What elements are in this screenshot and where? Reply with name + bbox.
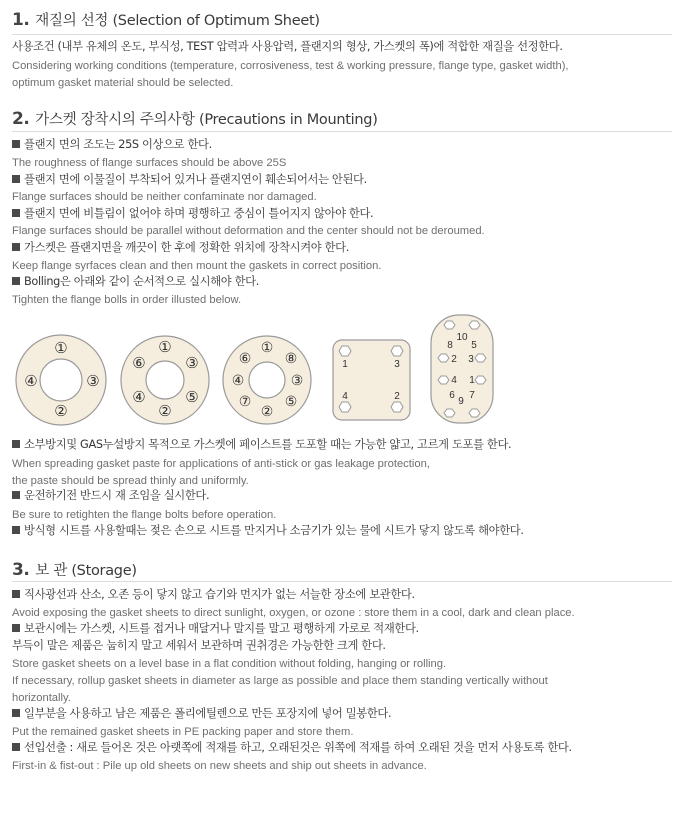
bolt-diagram-square [333,340,410,420]
section-3-number: 3. [12,560,30,580]
bolt-diagram-4-ring [16,335,106,425]
s3-item-1-en: Avoid exposing the gasket sheets to direct sunlight, oxygen, or ozone : store them in a cool, dark and clean place. [12,607,575,619]
d5-bolt-label: 6 [449,390,455,401]
section-2-title: 가스켓 장착시의 주의사항 (Precautions in Mounting) [35,112,378,128]
s3-item-3-ko: 일부분을 사용하고 남은 제품은 폴리에틸렌으로 만든 포장지에 넣어 밀봉한다. [12,706,391,722]
bullet-square-icon [12,243,20,251]
s3-item-2-en-line-1: Store gasket sheets on a level base in a flat condition without folding, hanging or rolling. [12,658,447,670]
s1-en-line-2: optimum gasket material should be selected. [12,77,234,89]
s2-item-4-ko: 가스켓은 플랜지면을 깨끗이 한 후에 정확한 위치에 장착시켜야 한다. [12,240,349,256]
section-3-heading [12,556,137,580]
s2-item-5-en: Tighten the flange bolls in order illusted below. [12,294,242,306]
bullet-square-icon [12,590,20,598]
bolt-diagram-oblong [431,315,493,423]
bolt-diagram-8-ring [223,336,311,424]
s2-item-7-en: Be sure to retighten the flange bolts before operation. [12,509,277,521]
s3-item-2-en-line-3: horizontally. [12,692,71,704]
bolt-sequence-diagrams [0,310,683,430]
d2-bolt-label: ① [158,339,172,356]
s2-item-1-ko: 플랜지 면의 조도는 25S 이상으로 한다. [12,137,212,153]
s2-item-3-en: Flange surfaces should be parallel without deformation and the center should not be deroumed. [12,225,485,237]
d3-bolt-label: ⑧ [284,350,298,366]
d4-bolt-label: 3 [394,359,400,370]
bullet-square-icon [12,277,20,285]
bullet-square-icon [12,440,20,448]
s2-item-2-ko: 플랜지 면에 이물질이 부착되어 있거나 플랜지연이 훼손되어서는 안된다. [12,172,367,188]
bolt-diagram-6-ring [121,336,209,424]
d5-bolt-label: 8 [447,340,453,351]
bullet-square-icon [12,175,20,183]
d5-bolt-label: 9 [458,396,464,407]
section-1-title: 재질의 선정 (Selection of Optimum Sheet) [35,13,320,29]
d2-bolt-label: ④ [132,389,146,406]
bullet-square-icon [12,743,20,751]
section-3-title: 보 관 (Storage) [35,563,137,579]
bullet-square-icon [12,491,20,499]
bullet-square-icon [12,209,20,217]
d2-bolt-label: ③ [185,355,199,372]
d5-bolt-label: 3 [468,354,474,365]
s3-item-4-ko: 선입선출 : 새로 들어온 것은 아랫쪽에 적재를 하고, 오래된것은 위쪽에 적재를 하여 오래된 것을 먼저 사용토록 한다. [12,740,572,756]
d3-bolt-label: ⑥ [238,350,252,366]
d2-bolt-label: ② [158,403,172,420]
s2-item-6-en-line-1: When spreading gasket paste for applications of anti-stick or gas leakage protection, [12,458,430,470]
d5-bolt-label: 5 [471,340,477,351]
s3-item-1-ko: 직사광선과 산소, 오존 등이 닿지 않고 습기와 먼지가 없는 서늘한 장소에 보관한다. [12,587,415,603]
d5-bolt-label: 1 [469,375,475,386]
d3-bolt-label: ② [260,403,274,419]
section-3-divider [12,581,672,582]
d2-bolt-label: ⑥ [132,355,146,372]
d4-bolt-label: 4 [342,391,348,402]
d3-bolt-label: ③ [290,372,304,388]
d4-bolt-label: 1 [342,359,348,370]
d3-bolt-label: ⑤ [284,393,298,409]
s2-item-2-en: Flange surfaces should be neither confaminate nor damaged. [12,191,317,203]
s3-item-2-ko-line-2: 부득이 말은 제품은 눕히지 말고 세워서 보관하며 권취경은 가능한한 크게 한다. [12,639,386,652]
s2-item-6-ko: 소부방지및 GAS누설방지 목적으로 가스켓에 페이스트를 도포할 때는 가능한 얇고, 고르게 도포를 한다. [12,437,511,453]
s1-ko-text: 사용조건 (내부 유체의 온도, 부식성, TEST 압력과 사용압력, 플랜지의 형상, 가스켓의 폭)에 적합한 재질을 선정한다. [12,40,563,53]
bullet-square-icon [12,624,20,632]
d3-bolt-label: ④ [231,372,245,388]
s1-en-line-1: Considering working conditions (temperature, corrosiveness, test & working pressure, flange type, gasket width), [12,60,569,72]
bullet-square-icon [12,140,20,148]
s2-item-6-en-line-2: the paste should be spread thinly and uniformly. [12,475,249,487]
d3-bolt-label: ① [260,339,274,355]
section-2-number: 2. [12,109,30,129]
d5-bolt-label: 7 [469,390,475,401]
d1-bolt-label: ④ [24,373,38,390]
d5-bolt-label: 4 [451,375,457,386]
d5-bolt-label: 10 [456,332,468,343]
bullet-square-icon [12,709,20,717]
d1-bolt-label: ③ [86,373,100,390]
s3-item-3-en: Put the remained gasket sheets in PE packing paper and store them. [12,726,354,738]
section-1-heading [12,6,320,30]
d4-bolt-label: 2 [394,391,400,402]
section-2-divider [12,131,672,132]
section-1-divider [12,34,672,35]
d2-bolt-label: ⑤ [185,389,199,406]
section-1-number: 1. [12,10,30,30]
s2-item-8-ko: 방식형 시트를 사용할때는 젖은 손으로 시트를 만지거나 소금기가 있는 물에 시트가 닿지 않도록 해야한다. [12,523,524,539]
section-2-heading [12,105,378,129]
s2-item-7-ko: 운전하기전 반드시 재 조임을 실시한다. [12,488,209,504]
d1-bolt-label: ② [54,403,68,420]
s2-item-3-ko: 플랜지 면에 비틀림이 없어야 하며 평행하고 중심이 틀어지지 않아야 한다. [12,206,373,222]
s2-item-1-en: The roughness of flange surfaces should be above 25S [12,157,287,169]
s3-item-2-en-line-2: If necessary, rollup gasket sheets in diameter as large as possible and place them standing vertically without [12,675,548,687]
s3-item-4-en: First-in & fist-out : Pile up old sheets on new sheets and ship out sheets in advance. [12,760,427,772]
s2-item-5-ko: Bolling은 아래와 같이 순서적으로 실시해야 한다. [12,274,259,290]
bullet-square-icon [12,526,20,534]
s2-item-4-en: Keep flange syrfaces clean and then mount the gaskets in correct position. [12,260,382,272]
d1-bolt-label: ① [54,340,68,357]
d5-bolt-label: 2 [451,354,457,365]
d3-bolt-label: ⑦ [238,393,252,409]
s3-item-2-ko-line-1: 보관시에는 가스켓, 시트를 접거나 매달거나 말지를 말고 평행하게 가로로 적재한다. [12,621,419,637]
